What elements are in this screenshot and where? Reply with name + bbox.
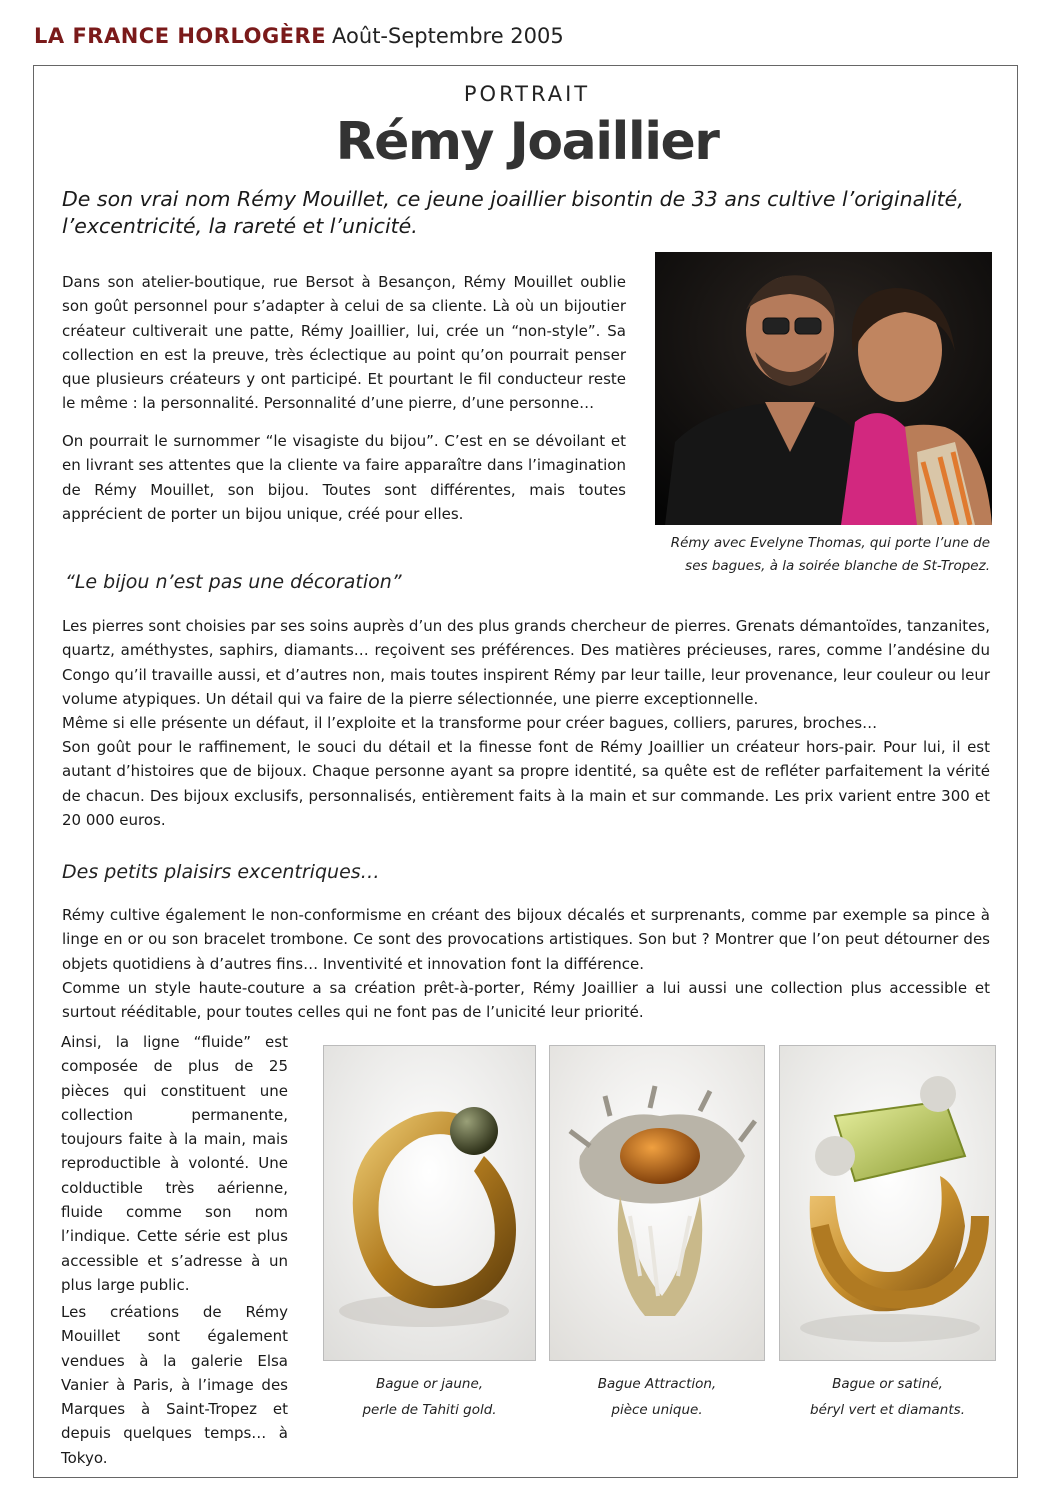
ring-3-caption-line-2: béryl vert et diamants. [810, 1402, 965, 1418]
article-title: Rémy Joaillier [335, 112, 719, 172]
section2-paragraph-2: Comme un style haute-couture a sa création prêt-à-porter, Rémy Joaillier a lui aussi une collection plus accessible et surtout rééditable, pour toutes celles qui ne font pas de l’unicité leur priorité. [62, 979, 990, 1022]
section1-paragraph-3: Son goût pour le raffinement, le souci du détail et la finesse font de Rémy Joaillier un créateur hors-pair. Pour lui, il est autant d’histoires que de bijoux. Chaque personne ayant sa propre identité, sa quête est de refléter parfaitement la vérité de chacun. Des bijoux exclusifs, personnalisés, entièrement faits à la main et sur commande. Les prix varient entre 300 et 20 000 euros. [62, 738, 990, 829]
portrait-caption [600, 532, 990, 578]
attraction-ring-image [550, 1046, 764, 1360]
ring-2-caption-line-1: Bague Attraction, [597, 1376, 717, 1392]
article-lead: De son vrai nom Rémy Mouillet, ce jeune joaillier bisontin de 33 ans cultive l’originalité, l’excentricité, la rareté et l’unicité. [62, 187, 964, 238]
portrait-caption-line-2: ses bagues, à la soirée blanche de St-Tropez. [685, 558, 990, 574]
intro-paragraph-1: Dans son atelier-boutique, rue Bersot à Besançon, Rémy Mouillet oublie son goût personnel pour s’adapter à celui de sa cliente. Là où un bijoutier créateur cultiverait une patte, Rémy Joaillier, lui, crée un “non-style”. Sa collection en est la preuve, très éclectique au point qu’on pourrait penser que plusieurs créateurs y ont participé. Et pourtant le fil conducteur reste le même : la personnalité. Personnalité d’une pierre, d’une personne… [62, 273, 626, 413]
section1-paragraph-2: Même si elle présente un défaut, il l’exploite et la transforme pour créer bagues, colliers, parures, broches… [62, 714, 878, 732]
subheading-decoration: “Le bijou n’est pas une décoration” [65, 571, 402, 593]
portrait-illustration [655, 252, 992, 525]
ring-1-caption [323, 1373, 536, 1422]
ring-2-caption-line-2: pièce unique. [611, 1402, 703, 1418]
gold-pearl-ring-image [324, 1046, 535, 1360]
ring-1-caption-line-1: Bague or jaune, [375, 1376, 484, 1392]
beryl-ring-image [780, 1046, 995, 1360]
section-kicker: PORTRAIT [463, 82, 591, 106]
ring-photo-2 [549, 1045, 765, 1361]
page-header [34, 22, 564, 50]
column-paragraph-1: Ainsi, la ligne “fluide” est composée de plus de 25 pièces qui constituent une collection permanente, toujours faite à la main, mais reproductible à volonté. Une colductible très aérienne, fluide comme son nom l’indique. Cette série est plus accessible et s’adresse à un plus large public. [61, 1033, 288, 1294]
portrait-caption-line-1: Rémy avec Evelyne Thomas, qui porte l’une de [670, 535, 990, 551]
issue-date: Août-Septembre 2005 [332, 24, 564, 48]
ring-photo-3 [779, 1045, 996, 1361]
column-paragraph-2: Les créations de Rémy Mouillet sont également vendues à la galerie Elsa Vanier à Paris, à l’image des Marques à Saint-Tropez et depuis quelques temps… à Tokyo. [61, 1303, 288, 1467]
ring-2-caption [549, 1373, 765, 1422]
intro-paragraph-2: On pourrait le surnommer “le visagiste du bijou”. C’est en se dévoilant et en livrant ses attentes que la cliente va faire apparaître dans l’imagination de Rémy Mouillet, son bijou. Toutes sont différentes, mais toutes apprécient de porter un bijou unique, créé pour elles. [62, 432, 626, 523]
ring-photo-1 [323, 1045, 536, 1361]
section2-paragraph-1: Rémy cultive également le non-conformisme en créant des bijoux décalés et surprenants, comme par exemple sa pince à linge en or ou son bracelet trombone. Ce sont des provocations artistiques. Son but ? Montrer que l’on peut détourner des objets quotidiens à d’autres fins… Inventivité et innovation font la différence. [62, 906, 990, 973]
magazine-name: LA FRANCE HORLOGÈRE [34, 24, 327, 48]
ring-1-caption-line-2: perle de Tahiti gold. [362, 1402, 497, 1418]
portrait-photo [655, 252, 992, 525]
section1-paragraph-1: Les pierres sont choisies par ses soins auprès d’un des plus grands chercheur de pierres. Grenats démantoïdes, tanzanites, quartz, améthystes, saphirs, diamants… reçoivent ses préférences. Des matières précieuses, rares, comme l’andésine du Congo qu’il travaille aussi, et d’autres non, mais toutes inspirent Rémy par leur taille, leur provenance, leur couleur ou leur volume atypiques. Un détail qui va faire de la pierre sélectionnée, une pierre exceptionnelle. [62, 617, 990, 708]
ring-3-caption [779, 1373, 996, 1422]
subheading-excentriques: Des petits plaisirs excentriques… [62, 861, 380, 883]
ring-3-caption-line-1: Bague or satiné, [832, 1376, 943, 1392]
